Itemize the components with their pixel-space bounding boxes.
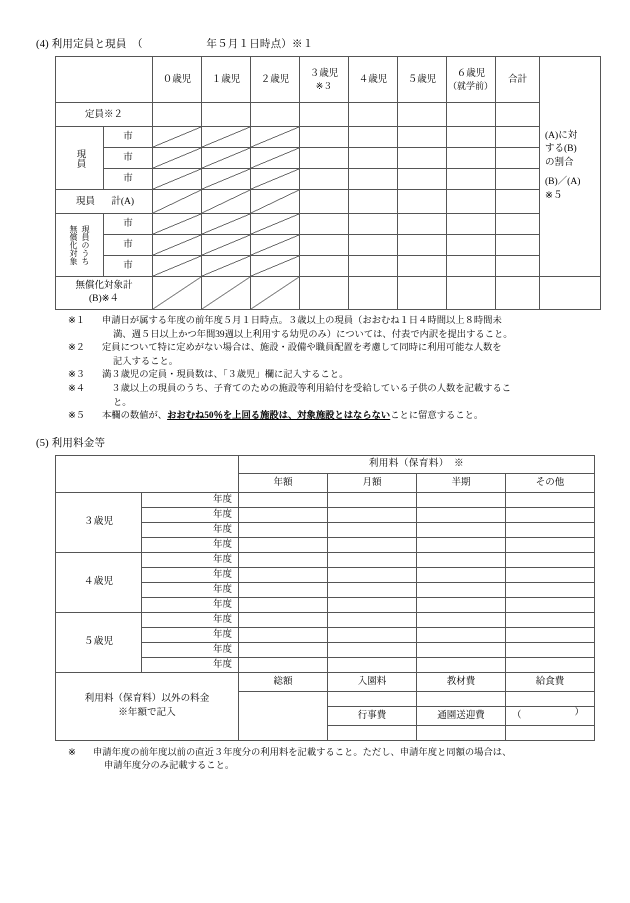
cell-age3-y1-getsugaku[interactable]: [328, 492, 417, 507]
note-1-body: [102, 315, 608, 342]
fees-other-r1-nyuenryo-label: 入園料: [328, 672, 417, 691]
fees-row-age5-1: [56, 612, 595, 627]
header-age-5: ５歳児: [398, 57, 447, 103]
cell-age3-y3-getsugaku[interactable]: [328, 522, 417, 537]
fees-other-label-line2: ※年額で記入: [118, 707, 176, 719]
capacity-row-mushoka-1: [56, 214, 601, 235]
cell-age4-y2-nengaku[interactable]: [239, 567, 328, 582]
section4-heading: [36, 38, 608, 52]
cell-mushoka2-age2: [251, 235, 300, 256]
row-label-genin-total: [56, 190, 153, 214]
note-5-text-pre: 本欄の数値が、: [102, 411, 168, 422]
cell-mushoka1-age4[interactable]: [349, 214, 398, 235]
cell-genintotal-age4[interactable]: [349, 190, 398, 214]
note-2-line-1: 定員について特に定めがない場合は、施設・設備や職員配置を考慮して同時に利用可能な人数を: [102, 343, 502, 354]
fees-age3-year-1[interactable]: 年度: [142, 492, 239, 507]
capacity-row-mushoka-3: [56, 256, 601, 277]
cell-genin2-total[interactable]: [496, 148, 540, 169]
note-3-mark: ※３: [68, 370, 86, 381]
cell-age4-y3-sonota[interactable]: [506, 582, 595, 597]
section5-number: (5): [36, 437, 49, 449]
cell-mushoka1-age0: [153, 214, 202, 235]
cell-age4-y1-nengaku[interactable]: [239, 552, 328, 567]
cell-age4-y1-hanki[interactable]: [417, 552, 506, 567]
cell-age4-y3-nengaku[interactable]: [239, 582, 328, 597]
cell-mushokatotal-age0: [153, 277, 202, 310]
row-label-mushoka-vertical: [56, 225, 103, 265]
cell-genin3-age2: [251, 169, 300, 190]
genin-city-3-label[interactable]: 市: [104, 169, 153, 190]
cell-age3-y4-hanki[interactable]: [417, 537, 506, 552]
cell-mushoka3-age4[interactable]: [349, 256, 398, 277]
row-label-mushoka-total-line1: 無償化対象計: [75, 281, 133, 291]
cell-genintotal-age1: [202, 190, 251, 214]
fees-row-age4-1: [56, 552, 595, 567]
ratio-line-4: (B)／(A): [545, 177, 581, 188]
cell-mushoka1-age5[interactable]: [398, 214, 447, 235]
cell-age4-y1-getsugaku[interactable]: [328, 552, 417, 567]
cell-genin3-age6[interactable]: [447, 169, 496, 190]
fees-age3-year-4[interactable]: 年度: [142, 537, 239, 552]
capacity-row-genin-1: [56, 127, 601, 148]
cell-mushoka2-age4[interactable]: [349, 235, 398, 256]
cell-mushoka3-age6[interactable]: [447, 256, 496, 277]
genin-city-2-label[interactable]: 市: [104, 148, 153, 169]
fees-age-label-3: ３歳児: [56, 492, 142, 552]
note-4-line-1: ３歳以上の現員のうち、子育てのための施設等利用給付を受給している子供の人数を記載するこ: [102, 383, 512, 394]
section4-title-before: 利用定員と現員 （: [51, 39, 143, 50]
row-label-genin-total-main: 現員: [75, 196, 95, 207]
cell-genin1-age6[interactable]: [447, 127, 496, 148]
section5-container: [22, 437, 608, 774]
cell-genin3-age1: [202, 169, 251, 190]
row-label-mushoka-total-line2: (B)※４: [88, 294, 120, 304]
fees-header-getsugaku: 月額: [328, 473, 417, 492]
mushoka-city-2-label[interactable]: 市: [104, 235, 153, 256]
cell-age4-y3-getsugaku[interactable]: [328, 582, 417, 597]
header-age-6: [447, 57, 496, 103]
cell-mushoka3-age1: [202, 256, 251, 277]
cell-mushokatotal-total[interactable]: [496, 277, 540, 310]
mushoka-city-1-label[interactable]: 市: [104, 214, 153, 235]
note-1-mark: ※１: [68, 316, 86, 326]
row-label-mushoka: [56, 214, 104, 277]
ratio-line-3: の割合: [545, 157, 574, 168]
cell-mushoka3-total[interactable]: [496, 256, 540, 277]
cell-age4-y1-sonota[interactable]: [506, 552, 595, 567]
cell-teiin-age3[interactable]: [300, 103, 349, 127]
fees-age5-year-3[interactable]: 年度: [142, 642, 239, 657]
cell-mushoka3-age3[interactable]: [300, 256, 349, 277]
capacity-row-mushoka-total: [56, 277, 601, 310]
note-5-emphasis: おおむね50％を上回る施設は、対象施設とはならない: [167, 411, 391, 422]
header-age-3-note: ※３: [315, 80, 333, 91]
cell-teiin-age5[interactable]: [398, 103, 447, 127]
fees-header-hanki: 半期: [417, 473, 506, 492]
cell-mushoka3-age5[interactable]: [398, 256, 447, 277]
fees-group-header: 利用料（保育料） ※: [239, 455, 595, 473]
note-5-text-post: ことに留意すること。: [390, 411, 484, 422]
cell-other-tsuensougeihi-value[interactable]: [417, 725, 506, 740]
cell-age5-y4-getsugaku[interactable]: [328, 657, 417, 672]
cell-genin3-age0: [153, 169, 202, 190]
fees-age4-year-1[interactable]: 年度: [142, 552, 239, 567]
header-age-3: [300, 57, 349, 103]
ratio-spacer: [545, 170, 595, 176]
cell-age3-y3-sonota[interactable]: [506, 522, 595, 537]
fees-header-nengaku: 年額: [239, 473, 328, 492]
cell-other-gyojihi-value[interactable]: [328, 725, 417, 740]
note-4-mark: ※４: [68, 383, 86, 394]
header-age-1: １歳児: [202, 57, 251, 103]
fees-age-label-4: ４歳児: [56, 552, 142, 612]
cell-age4-y2-getsugaku[interactable]: [328, 567, 417, 582]
fees-other-r2-gyojihi-label: 行事費: [328, 706, 417, 725]
header-age-3-label: ３歳児: [309, 68, 339, 79]
note-3-line-1: 満３歳児の定員・現員数は、「３歳児」欄に記入すること。: [102, 370, 349, 381]
cell-age3-y1-hanki[interactable]: [417, 492, 506, 507]
fees-other-label: [56, 672, 239, 740]
final-note-line-2: 申請年度分のみ記載すること。: [104, 761, 235, 772]
cell-genin1-age4[interactable]: [349, 127, 398, 148]
header-total: 合計: [496, 57, 540, 103]
cell-age4-y2-sonota[interactable]: [506, 567, 595, 582]
note-5-mark: ※５: [68, 411, 86, 422]
cell-mushoka3-age2: [251, 256, 300, 277]
cell-age4-y4-sonota[interactable]: [506, 597, 595, 612]
cell-genin3-age4[interactable]: [349, 169, 398, 190]
cell-genintotal-age6[interactable]: [447, 190, 496, 214]
cell-genin2-age2: [251, 148, 300, 169]
cell-other-custom-value[interactable]: [506, 725, 595, 740]
row-label-mushoka-text-1: 無償化対象: [69, 225, 78, 265]
final-note-body: [93, 747, 608, 774]
cell-age5-y2-hanki[interactable]: [417, 627, 506, 642]
capacity-row-mushoka-2: [56, 235, 601, 256]
note-2-line-2: 記入すること。: [113, 356, 179, 367]
cell-other-kyozaihi-value[interactable]: [417, 691, 506, 706]
cell-mushoka2-age0: [153, 235, 202, 256]
cell-other-nyuenryo-value[interactable]: [328, 691, 417, 706]
row-label-mushoka-total: [56, 277, 153, 310]
cell-age3-y1-sonota[interactable]: [506, 492, 595, 507]
note-2-body: [102, 342, 608, 369]
cell-age4-y4-hanki[interactable]: [417, 597, 506, 612]
cell-mushokatotal-age4[interactable]: [349, 277, 398, 310]
row-label-genin-text: 現員: [74, 148, 85, 168]
cell-age3-y2-sonota[interactable]: [506, 507, 595, 522]
fees-other-r1-kyozaihi-label: 教材費: [417, 672, 506, 691]
header-blank-corner: [56, 57, 153, 103]
cell-genin3-age3[interactable]: [300, 169, 349, 190]
section5-title: 利用料金等: [51, 437, 106, 449]
cell-genintotal-age5[interactable]: [398, 190, 447, 214]
fees-other-r2-tsuensougeihi-label: 通園送迎費: [417, 706, 506, 725]
ratio-line-5: ※５: [545, 190, 563, 201]
fees-age4-year-4[interactable]: 年度: [142, 597, 239, 612]
cell-genin3-total[interactable]: [496, 169, 540, 190]
note-4-body: [102, 383, 608, 410]
header-age-2: ２歳児: [251, 57, 300, 103]
cell-age5-y3-nengaku[interactable]: [239, 642, 328, 657]
cell-age4-y3-hanki[interactable]: [417, 582, 506, 597]
note-1: [68, 315, 608, 342]
cell-age5-y3-getsugaku[interactable]: [328, 642, 417, 657]
cell-age3-y3-nengaku[interactable]: [239, 522, 328, 537]
row-label-genin-total-sub: 計(A): [111, 196, 135, 207]
fees-other-total-label: 総額: [239, 672, 328, 691]
note-4: [68, 383, 608, 410]
note-5: [68, 410, 608, 424]
cell-age3-y4-nengaku[interactable]: [239, 537, 328, 552]
capacity-row-genin-total: [56, 190, 601, 214]
row-label-genin-vertical: [56, 149, 103, 168]
cell-other-kyushokuhi-value[interactable]: [506, 691, 595, 706]
note-2: [68, 342, 608, 369]
cell-age4-y2-hanki[interactable]: [417, 567, 506, 582]
capacity-table: [55, 56, 601, 310]
cell-mushokatotal-age6[interactable]: [447, 277, 496, 310]
cell-age5-y4-nengaku[interactable]: [239, 657, 328, 672]
cell-genin2-age1: [202, 148, 251, 169]
cell-age5-y3-hanki[interactable]: [417, 642, 506, 657]
row-label-teiin: 定員※２: [56, 103, 153, 127]
header-age-6-label: ６歳児: [456, 68, 486, 79]
note-4-line-2: と。: [113, 397, 132, 408]
cell-genin2-age5[interactable]: [398, 148, 447, 169]
cell-teiin-total[interactable]: [496, 103, 540, 127]
cell-genin1-total[interactable]: [496, 127, 540, 148]
cell-age5-y4-sonota[interactable]: [506, 657, 595, 672]
ratio-line-2: する(B): [545, 144, 577, 155]
cell-mushoka1-total[interactable]: [496, 214, 540, 235]
mushoka-city-3-label[interactable]: 市: [104, 256, 153, 277]
cell-age5-y2-getsugaku[interactable]: [328, 627, 417, 642]
fees-age3-year-2[interactable]: 年度: [142, 507, 239, 522]
fees-row-age3-1: [56, 492, 595, 507]
cell-age3-y4-getsugaku[interactable]: [328, 537, 417, 552]
cell-age5-y2-nengaku[interactable]: [239, 627, 328, 642]
cell-genin1-age0: [153, 127, 202, 148]
cell-mushokatotal-ratio[interactable]: [540, 277, 601, 310]
fees-age4-year-3[interactable]: 年度: [142, 582, 239, 597]
cell-mushokatotal-age5[interactable]: [398, 277, 447, 310]
fees-age5-year-4[interactable]: 年度: [142, 657, 239, 672]
cell-age3-y2-hanki[interactable]: [417, 507, 506, 522]
cell-age5-y1-sonota[interactable]: [506, 612, 595, 627]
fees-header-sonota: その他: [506, 473, 595, 492]
cell-genin3-age5[interactable]: [398, 169, 447, 190]
section4-notes: [68, 315, 608, 424]
section4-title-after: 年５月１日時点）※１: [206, 39, 314, 50]
note-1-line-1: 申請日が属する年度の前年度５月１日時点。３歳以上の現員（おおむね１日４時間以上８時間未: [102, 316, 502, 326]
cell-genintotal-age2: [251, 190, 300, 214]
cell-genin1-age1: [202, 127, 251, 148]
cell-age3-y4-sonota[interactable]: [506, 537, 595, 552]
fees-other-row-1: [56, 672, 595, 691]
cell-mushoka2-age6[interactable]: [447, 235, 496, 256]
cell-age5-y1-nengaku[interactable]: [239, 612, 328, 627]
cell-age3-y2-nengaku[interactable]: [239, 507, 328, 522]
cell-mushoka2-total[interactable]: [496, 235, 540, 256]
cell-teiin-age1[interactable]: [202, 103, 251, 127]
section5-final-note: [68, 747, 608, 774]
cell-mushoka1-age6[interactable]: [447, 214, 496, 235]
cell-age4-y4-nengaku[interactable]: [239, 597, 328, 612]
cell-age5-y3-sonota[interactable]: [506, 642, 595, 657]
cell-teiin-age6[interactable]: [447, 103, 496, 127]
row-label-mushoka-text-2: 現員のうち: [81, 225, 90, 265]
fees-header-blank-corner: [56, 455, 239, 492]
cell-genin1-age3[interactable]: [300, 127, 349, 148]
cell-mushoka1-age3[interactable]: [300, 214, 349, 235]
genin-city-1-label[interactable]: 市: [104, 127, 153, 148]
note-5-line-1: [102, 410, 608, 424]
note-5-body: [102, 410, 608, 424]
cell-age4-y4-getsugaku[interactable]: [328, 597, 417, 612]
cell-age3-y1-nengaku[interactable]: [239, 492, 328, 507]
cell-mushoka2-age1: [202, 235, 251, 256]
fees-other-r1-kyushokuhi-label: 給食費: [506, 672, 595, 691]
section4-number: (4): [36, 39, 49, 50]
fees-age5-year-1[interactable]: 年度: [142, 612, 239, 627]
header-age-0: ０歳児: [153, 57, 202, 103]
cell-age3-y3-hanki[interactable]: [417, 522, 506, 537]
cell-mushoka2-age5[interactable]: [398, 235, 447, 256]
capacity-row-teiin: [56, 103, 601, 127]
fees-other-r2-custom-label[interactable]: [506, 706, 595, 725]
cell-mushoka1-age2: [251, 214, 300, 235]
cell-other-total-value[interactable]: [239, 691, 328, 740]
header-age-4: ４歳児: [349, 57, 398, 103]
cell-mushoka3-age0: [153, 256, 202, 277]
final-note: [68, 747, 608, 774]
cell-age3-y2-getsugaku[interactable]: [328, 507, 417, 522]
cell-mushoka1-age1: [202, 214, 251, 235]
row-label-genin: [56, 127, 104, 190]
fees-group-header-row: [56, 455, 595, 473]
note-3: [68, 369, 608, 383]
section5-heading: [36, 437, 608, 451]
final-note-line-1: 申請年度の前年度以前の直近３年度分の利用料を記載すること。ただし、申請年度と同額の場合は、: [93, 747, 512, 758]
cell-mushoka2-age3[interactable]: [300, 235, 349, 256]
cell-genin1-age2: [251, 127, 300, 148]
cell-teiin-age0[interactable]: [153, 103, 202, 127]
cell-age5-y1-getsugaku[interactable]: [328, 612, 417, 627]
cell-genin2-age4[interactable]: [349, 148, 398, 169]
capacity-header-row: [56, 57, 601, 103]
note-2-mark: ※２: [68, 343, 86, 354]
header-age-6-note: （就学前）: [448, 80, 494, 91]
cell-genintotal-total[interactable]: [496, 190, 540, 214]
fees-age5-year-2[interactable]: 年度: [142, 627, 239, 642]
cell-genin2-age3[interactable]: [300, 148, 349, 169]
fees-other-custom-paren-close: ）: [574, 707, 584, 718]
cell-age5-y4-hanki[interactable]: [417, 657, 506, 672]
cell-mushokatotal-age3[interactable]: [300, 277, 349, 310]
cell-genin2-age6[interactable]: [447, 148, 496, 169]
cell-genin2-age0: [153, 148, 202, 169]
cell-genintotal-age3[interactable]: [300, 190, 349, 214]
cell-mushokatotal-age1: [202, 277, 251, 310]
fees-age-label-5: ５歳児: [56, 612, 142, 672]
cell-teiin-age2[interactable]: [251, 103, 300, 127]
cell-genintotal-age0: [153, 190, 202, 214]
ratio-column-header: [540, 57, 601, 277]
capacity-row-genin-2: [56, 148, 601, 169]
cell-mushokatotal-age2: [251, 277, 300, 310]
cell-age5-y1-hanki[interactable]: [417, 612, 506, 627]
cell-genin1-age5[interactable]: [398, 127, 447, 148]
cell-teiin-age4[interactable]: [349, 103, 398, 127]
note-1-line-2: 満、週５日以上かつ年間39週以上利用する幼児のみ）については、付表で内訳を提出すること。: [113, 329, 513, 340]
ratio-line-1: (A)に対: [545, 130, 578, 141]
fees-table: [55, 455, 595, 741]
note-3-body: [102, 369, 608, 383]
capacity-row-genin-3: [56, 169, 601, 190]
fees-other-custom-paren-open: （: [512, 710, 522, 721]
cell-age5-y2-sonota[interactable]: [506, 627, 595, 642]
fees-other-label-line1: 利用料（保育料）以外の料金: [84, 693, 210, 705]
fees-age4-year-2[interactable]: 年度: [142, 567, 239, 582]
final-note-mark: ※: [68, 747, 76, 758]
fees-age3-year-3[interactable]: 年度: [142, 522, 239, 537]
